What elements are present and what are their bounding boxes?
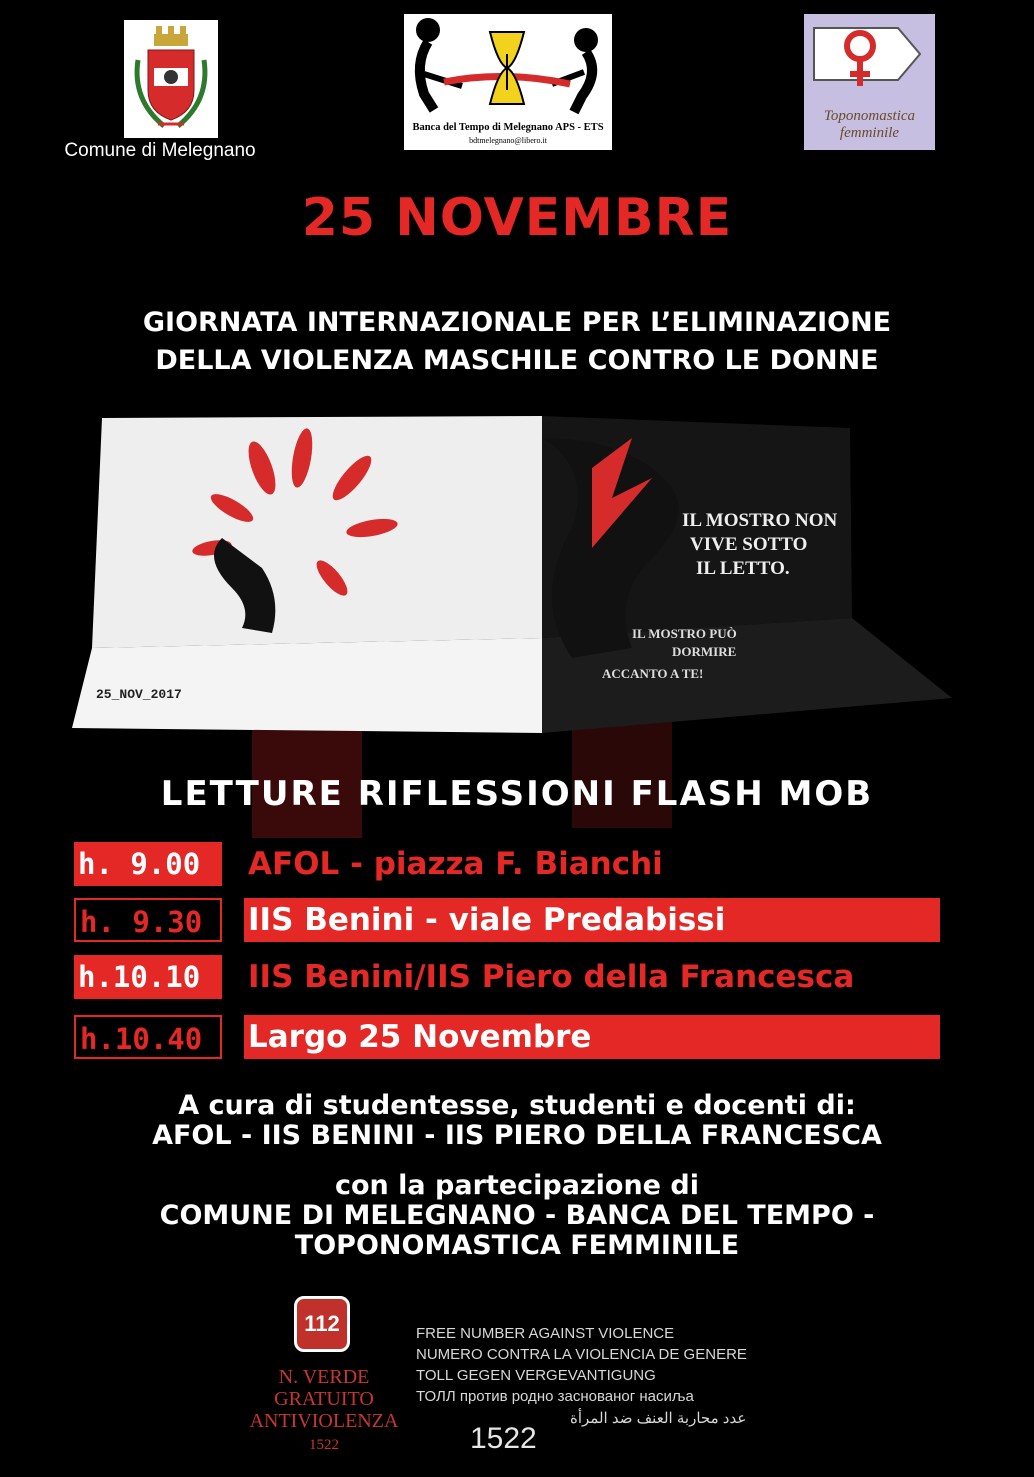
- coat-of-arms-icon: [124, 20, 218, 138]
- hotline-line-5: عدد محاربة العنف ضد المرأة: [570, 1410, 747, 1427]
- event-date-title: 25 NOVEMBRE: [301, 188, 733, 248]
- schedule-time-1: h. 9.00: [74, 842, 222, 886]
- toponomastica-logo: [804, 14, 935, 150]
- schedule-place-1: AFOL - piazza F. Bianchi: [248, 846, 663, 882]
- participation-line-2: TOPONOMASTICA FEMMINILE: [294, 1230, 740, 1261]
- svg-text:IL MOSTRO PUÒ: IL MOSTRO PUÒ: [632, 626, 737, 641]
- toponomastica-label: Toponomastica femminile: [823, 108, 916, 141]
- svg-text:ACCANTO A TE!: ACCANTO A TE!: [602, 666, 704, 681]
- participation-line-1: COMUNE DI MELEGNANO - BANCA DEL TEMPO -: [159, 1200, 875, 1231]
- svg-text:VIVE SOTTO: VIVE SOTTO: [690, 534, 808, 555]
- schedule-place-4: Largo 25 Novembre: [244, 1015, 940, 1059]
- hotline-number: 1522: [470, 1422, 537, 1455]
- female-sign-icon: [804, 14, 935, 106]
- schedule-place-3: IIS Benini/IIS Piero della Francesca: [248, 959, 855, 995]
- hotline-line-4: ТОЛЛ против родно заснованог насиља: [416, 1388, 694, 1405]
- bdt-email: bdtmelegnano@libero.it: [469, 136, 547, 145]
- hourglass-figures-icon: [404, 14, 612, 120]
- event-subtitle: GIORNATA INTERNAZIONALE PER L’ELIMINAZIONE DELLA VIOLENZA MASCHILE CONTRO LE DONNE: [142, 307, 892, 376]
- schedule-time-3: h.10.10: [74, 955, 222, 999]
- schedule-place-2: IIS Benini - viale Predabissi: [244, 898, 940, 942]
- credits-intro: A cura di studentesse, studenti e docenti di:: [178, 1090, 856, 1121]
- banca-del-tempo-logo: [404, 14, 612, 150]
- svg-text:25_NOV_2017: 25_NOV_2017: [96, 687, 182, 702]
- schedule-time-2: h. 9.30: [74, 898, 222, 942]
- participation-intro: con la partecipazione di: [335, 1170, 699, 1201]
- hotline-line-1: FREE NUMBER AGAINST VIOLENCE: [416, 1325, 675, 1342]
- hotline-line-3: TOLL GEGEN VERGEVANTIGUNG: [416, 1367, 656, 1384]
- antiviolence-hotline-logo: 112 N. VERDE GRATUITO ANTIVIOLENZA 1522: [244, 1284, 404, 1458]
- bdt-label: Banca del Tempo di Melegnano APS - ETS: [412, 122, 604, 133]
- svg-text:IL LETTO.: IL LETTO.: [696, 558, 790, 579]
- activities-headline: LETTURE RIFLESSIONI FLASH MOB: [160, 774, 874, 814]
- comune-label: Comune di Melegnano: [64, 140, 256, 161]
- svg-text:DORMIRE: DORMIRE: [672, 644, 737, 659]
- svg-text:IL MOSTRO NON: IL MOSTRO NON: [682, 510, 838, 531]
- hotline-line-2: NUMERO CONTRA LA VIOLENCIA DE GENERE: [416, 1346, 747, 1363]
- painted-bench-image: [72, 398, 962, 838]
- phone-112-icon: 112: [294, 1296, 350, 1352]
- credits-schools: AFOL - IIS BENINI - IIS PIERO DELLA FRANCESCA: [152, 1120, 882, 1151]
- schedule-time-4: h.10.40: [74, 1015, 222, 1059]
- comune-logo: [124, 20, 218, 138]
